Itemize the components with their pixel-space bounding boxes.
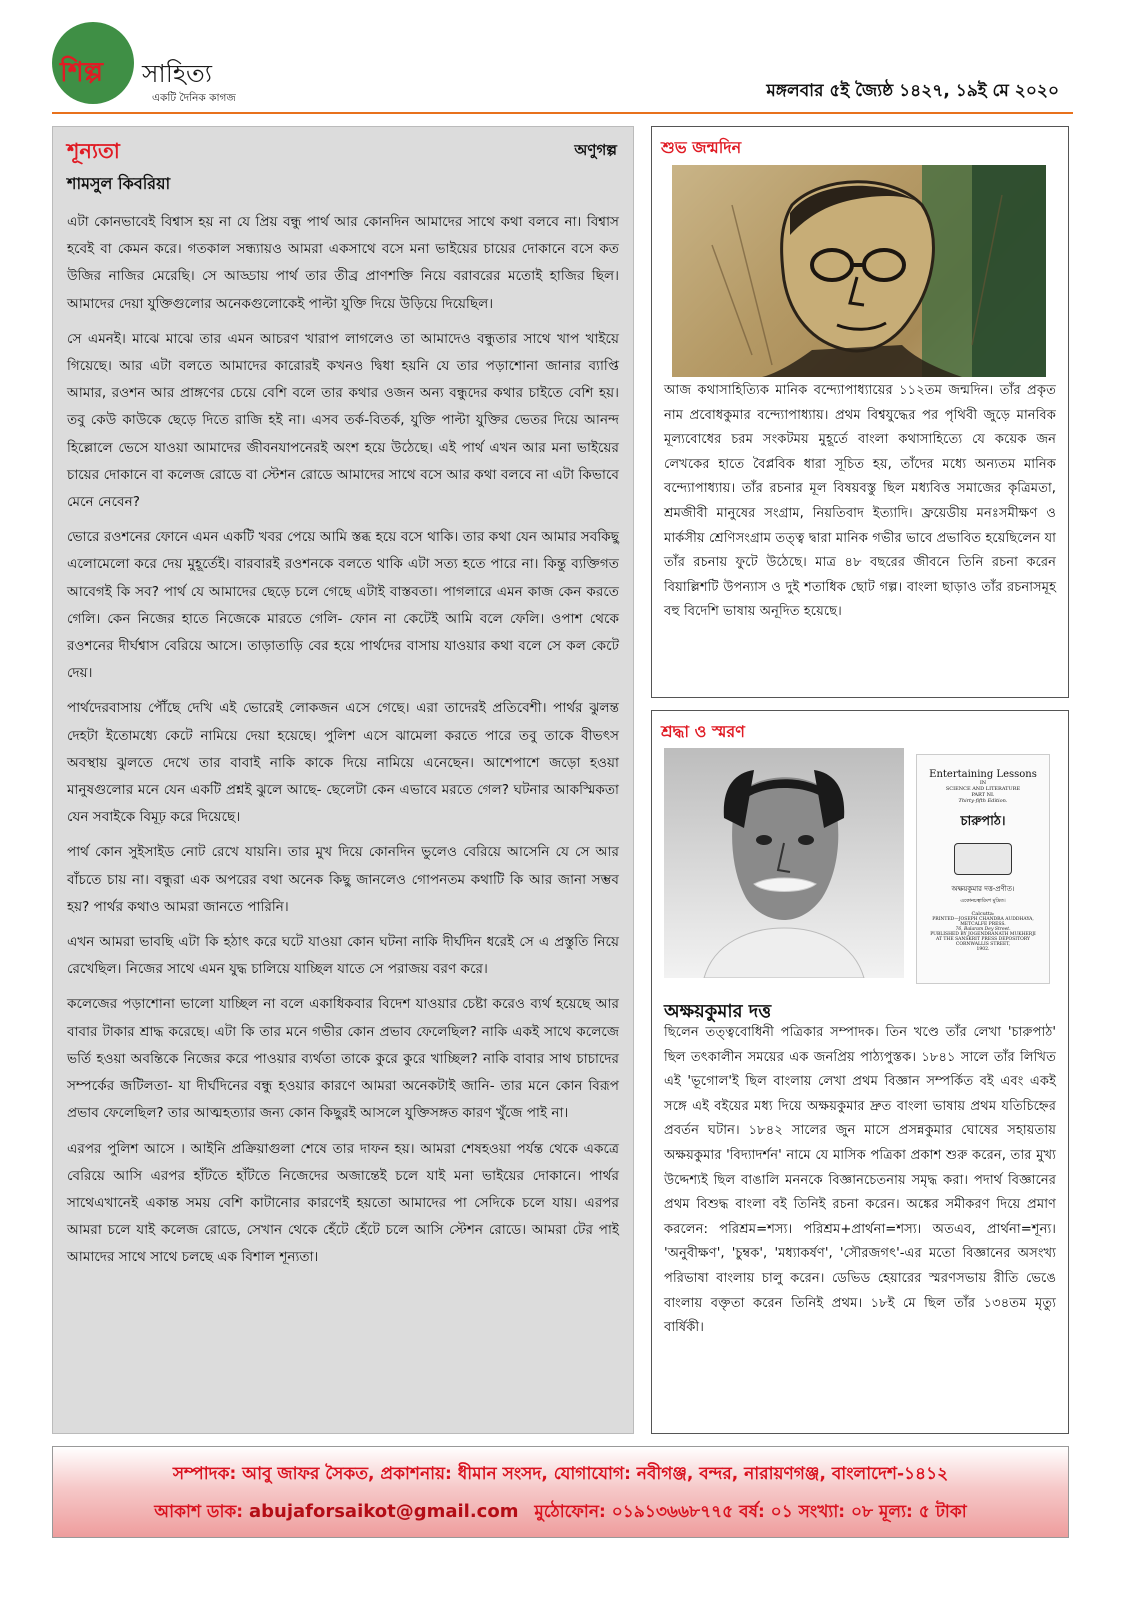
book-cover-text: 1902. bbox=[976, 947, 990, 952]
header-divider bbox=[52, 112, 1073, 114]
book-cover-text: AT THE SANSKRIT PRESS DEPOSITORY bbox=[936, 937, 1030, 942]
story-paragraph: পার্থ কোন সুইসাইড নোট রেখে যায়নি। তার মুখ দিয়ে কোনদিন ভুলেও বেরিয়ে আসেনি যে সে আর বাঁচতে চায় না। বন্ধুরা এক অপরের বথা অনেক কিছু জানলেও গোপনতম কথাটি কি আর জানা সম্ভব হয়? পার্থর কথাও আমরা জানতে পারিনি। bbox=[67, 844, 619, 915]
book-cover-text: Thirty-fifth Edition. bbox=[958, 798, 1008, 804]
logo-word-sahitya: সাহিত্য bbox=[142, 59, 213, 88]
story-author: শামসুল কিবরিয়া bbox=[67, 174, 171, 193]
footer-issue-info: মুঠোফোন: ০১৯১৩৬৬৮৭৭৫ বর্ষ: ০১ সংখ্যা: ০৮ মূল্য: ৫ টাকা bbox=[534, 1502, 967, 1522]
book-cover-text: SCIENCE AND LITERATURE bbox=[945, 786, 1021, 792]
story-genre: অণুগল্প bbox=[574, 141, 617, 159]
tribute-text: ছিলেন তত্ত্ববোধিনী পত্রিকার সম্পাদক। তিন খণ্ডে তাঁর লেখা 'চারুপাঠ' ছিল তৎকালীন সময়ের এক জনপ্রিয় পাঠ্যপুস্তক। ১৮৪১ সালে তাঁর লিখিত এই 'ভূগোল'ই ছিল বাংলায় লেখা প্রথম বিজ্ঞান সম্পর্কিত বই এবং একই সঙ্গে এই বইয়ের মধ্য দিয়ে অক্ষয়কুমার দ্রুত বাংলা ভাষায় প্রথম যতিচিহ্নের প্রবর্তন ঘটান। ১৮৪২ সালের জুন মাসে প্রসন্নকুমার ঘোষের সহায়তায় অক্ষয়কুমার 'বিদ্যাদর্শন' নামে যে মাসিক পত্রিকা প্রকাশ শুরু করেন, তার মুখ্য উদ্দেশ্যই ছিল বাঙালি মননকে বিজ্ঞানচেতনায় সমৃদ্ধ করা। পদার্থ বিজ্ঞানের প্রথম বিশুদ্ধ বাংলা বই তিনিই রচনা করেন। অঙ্কের সমীকরণ দিয়ে প্রমাণ করলেন: পরিশ্রম=শস্য। পরিশ্রম+প্রার্থনা=শস্য। অতএব, প্রার্থনা=শূন্য। 'অনুবীক্ষণ', 'চুম্বক', 'মধ্যাকর্ষণ', 'সৌরজগৎ'-এর মতো বিজ্ঞানের অসংখ্য পরিভাষা বাংলায় চালু করেন। ডেভিড হেয়ারের স্মরণসভায় রীতি ভেঙে বাংলায় বক্তৃতা করেন তিনিই প্রথম। ১৮ই মে ছিল তাঁর ১৩৪তম মৃত্যু বার্ষিকী। bbox=[664, 1025, 1056, 1336]
tribute-name: অক্ষয়কুমার দত্ত bbox=[664, 1001, 772, 1022]
issue-date: মঙ্গলবার ৫ই জ্যৈষ্ঠ ১৪২৭, ১৯ই মে ২০২০ bbox=[766, 81, 1059, 101]
book-cover-text: CORNWALLIS STREET, bbox=[955, 942, 1011, 947]
story-panel bbox=[52, 126, 634, 1434]
story-paragraph: এরপর পুলিশ আসে । আইনি প্রক্রিয়াগুলা শেষে তার দাফন হয়। আমরা শেষহওয়া পর্যন্ত থেকে একত্রে বেরিয়ে আসি এরপর হাঁটতে হাঁটতে নিজেদের অজান্তেই চলে যাই মনা ভাইয়ের দোকানে। পার্থর সাথেএখানেই একান্ত সময় বেশি কাটানোর কারণেই হয়তো আমাদের পা সেদিকে চলে যায়। এরপর আমরা চলে যাই কলেজ রোডে, সেখান থেকে হেঁটে হেঁটে চলে আসি স্টেশন রোডে। আমরা টের পাই আমাদের সাথে সাথে চলছে এক বিশাল শূন্যতা। bbox=[67, 1140, 619, 1266]
story-paragraph: সে এমনই। মাঝে মাঝে তার এমন আচরণ খারাপ লাগলেও তা আমাদেও বন্ধুতার সাথে খাপ খাইয়ে গিয়েছে। আর এটা বলতে আমাদের কারোরই কখনও দ্বিধা হয়নি যে তার পড়াশোনা জানার ব্যাপ্তি আমার, রওশন আর প্রাঙ্গণের চেয়ে বেশি বলে তার কথার ওজন অন্য বন্ধুদের কথার চাইতে বেশি হয়। তবু কেউ কাউকে ছেড়ে দিতে রাজি হই না। এসব তর্ক-বিতর্ক, যুক্তি পাল্টা যুক্তির ভেতর দিয়ে আনন্দ হিল্লোলে ভেসে যাওয়া আমাদের জীবনযাপনেরই অংশ হয়ে উঠেছে। এই পার্থ এখন আর মনা ভাইয়ের চায়ের দোকানে বা কলেজ রোডে বা স্টেশন রোডে আমাদের সাথে বসে আর কথা বলবে না এটা কিভাবে মেনে নেবেন? bbox=[67, 330, 619, 511]
book-cover-text: IN bbox=[979, 780, 987, 786]
footer-publisher-line: সম্পাদক: আবু জাফর সৈকত, প্রকাশনায়: ধীমান সংসদ, যোগাযোগ: নবীগঞ্জ, বন্দর, নারায়ণগঞ্জ, বাংলাদেশ-১৪১২ bbox=[172, 1464, 949, 1484]
book-cover-text: একোনচত্বারিংশ মুদ্রিত। bbox=[960, 898, 1006, 904]
portrait-photo-icon bbox=[664, 748, 904, 978]
story-paragraph: কলেজের পড়াশোনা ভালো যাচ্ছিল না বলে একাধিকবার বিদেশ যাওয়ার চেষ্টা করেও ব্যর্থ হয়েছে আর বাবার টাকার শ্রাদ্ধ করেছে। এটা কি তার মনে গভীর কোন প্রভাব ফেলেছিল? নাকি একই সাথে কলেজে ভর্তি হওয়া অবন্তিকে নিজের করে পাওয়ার ব্যর্থতা তাকে কুরে কুরে খাচ্ছিল? নাকি বাবার সাথ চাচাদের সম্পর্কের জটিলতা- যা দীর্ঘদিনের বন্ধু হওয়ার কারণে আমরা অনেকটাই জানি- তার মনে কোন বিরূপ প্রভাব ফেলেছিল? তার আত্মহত্যার জন্য কোন কিছুরই আসলে যুক্তিসঙ্গত কারণ খুঁজে পাই না। bbox=[67, 996, 619, 1122]
book-cover-text: অক্ষয়কুমার দত্ত-প্রণীত। bbox=[951, 885, 1015, 893]
email-link[interactable]: abujaforsaikot@gmail.com bbox=[248, 1501, 519, 1522]
story-paragraph: পার্থদেরবাসায় পৌঁছে দেখি এই ভোরেই লোকজন এসে গেছে। এরা তাদেরই প্রতিবেশী। পার্থর ঝুলন্ত দেহটা ইতোমধ্যে কেটে নামিয়ে দেয়া হয়েছে। পুলিশ এসে ঝামেলা করতে পারে তবু তাকে বীভৎস অবস্থায় ঝুলতে দেখে তার বাবাই নাকি কাকে দিয়ে নামিয়ে এনেছেন। আশেপাশে জড়ো হওয়া মানুষগুলোর মনে যেন একটি প্রশ্নই ঝুলে আছে- ছেলেটা কেন এভাবে মরতে গেল? ঘটনার আকস্মিকতা যেন সবাইকে বিমূঢ় করে দিয়েছে। bbox=[67, 700, 619, 826]
story-paragraph: ভোরে রওশনের ফোনে এমন একটি খবর পেয়ে আমি স্তব্ধ হয়ে বসে থাকি। তার কথা যেন আমার সবকিছু এলোমেলো করে দেয় মুহূর্তেই। বারবারই রওশনকে বলতে থাকি এটা সত্য হতে পারে না। কিন্তু ব্যক্তিগত আবেগই কি সব? পার্থ যে আমাদের ছেড়ে চলে গেছে এটাই বাস্তবতা। পাগলারে এমন কাজ কেন করতে গেলি। কেন নিজের হাতে নিজেকে মারতে গেলি- ফোন না কেটেই আমি বলে ফেলি। ওপাশ থেকে রওশনের দীর্ঘশ্বাস বেরিয়ে আসে। তাড়াতাড়ি বের হয়ে পার্থদের বাসায় যাওয়ার কথা বলে সে কল কেটে দেয়। bbox=[67, 529, 619, 682]
footer-contact-line bbox=[53, 1499, 1068, 1527]
book-cover-text: Entertaining Lessons bbox=[929, 769, 1037, 780]
akshay-portrait-image bbox=[664, 746, 1054, 996]
masthead-logo bbox=[52, 22, 252, 112]
logo-tagline: একটি দৈনিক কাগজ bbox=[152, 92, 236, 104]
book-cover-text: Calcutta: bbox=[971, 911, 995, 917]
email-label: আকাশ ডাক: bbox=[154, 1502, 244, 1522]
book-cover-text: PUBLISHED BY JOGENDRANATH MUKHERJI bbox=[930, 932, 1036, 937]
birthday-text: আজ কথাসাহিত্যিক মানিক বন্দ্যোপাধ্যায়ের ১১২তম জন্মদিন। তাঁর প্রকৃত নাম প্রবোধকুমার বন্দ্যোপাধ্যায়। প্রথম বিশ্বযুদ্ধের পর পৃথিবী জুড়ে মানবিক মূল্যবোধের চরম সংকটময় মুহূর্তে বাংলা কথাসাহিত্যে যে কয়েক জন লেখকের হাতে বৈপ্লবিক ধারা সূচিত হয়, তাঁদের মধ্যে অন্যতম মানিক বন্দ্যোপাধ্যায়। তাঁর রচনার মূল বিষয়বস্তু ছিল মধ্যবিত্ত সমাজের কৃত্রিমতা, শ্রমজীবী মানুষের সংগ্রাম, নিয়তিবাদ ইত্যাদি। ফ্রয়েডীয় মনঃসমীক্ষণ ও মার্কসীয় শ্রেণিসংগ্রাম তত্ত্ব দ্বারা মানিক গভীর ভাবে প্রভাবিত হয়েছিলেন যা তাঁর রচনায় ফুটে উঠেছে। মাত্র ৪৮ বছরের জীবনে তিনি রচনা করেন বিয়াল্লিশটি উপন্যাস ও দুই শতাধিক ছোট গল্প। বাংলা ছাড়াও তাঁর রচনাসমূহ বহু বিদেশি ভাষায় অনূদিত হয়েছে। bbox=[664, 383, 1056, 620]
book-ornament-icon bbox=[954, 843, 1012, 875]
story-paragraph: এটা কোনভাবেই বিশ্বাস হয় না যে প্রিয় বন্ধু পার্থ আর কোনদিন আমাদের সাথে কথা বলবে না। বিশ্বাস হবেই বা কেমন করে। গতকাল সন্ধ্যায়ও আমরা একসাথে বসে মনা ভাইয়ের চায়ের দোকানে বসে কত উজির নাজির মেরেছি। সে আড্ডায় পার্থ তার তীব্র প্রাণশক্তি নিয়ে বরাবরের মতোই হাজির ছিল। আমাদের দেয়া যুক্তিগুলোর অনেকগুলোকেই পাল্টা যুক্তি দিয়ে উড়িয়ে দিয়েছিল। bbox=[67, 214, 619, 312]
birthday-heading: শুভ জন্মদিন bbox=[661, 138, 742, 157]
birthday-box bbox=[651, 126, 1069, 698]
book-cover-text: METCALFE PRESS. bbox=[960, 922, 1006, 927]
book-cover-text: PART NI. bbox=[971, 792, 995, 798]
charupath-book-cover bbox=[916, 754, 1050, 984]
book-cover-title: চারুপাঠ। bbox=[960, 814, 1006, 829]
book-cover-text: 76, Balaram Dey Street. bbox=[955, 927, 1011, 932]
story-body bbox=[67, 209, 619, 1280]
story-title: শূন্যতা bbox=[67, 139, 120, 163]
tribute-heading: শ্রদ্ধা ও স্মরণ bbox=[661, 722, 745, 741]
portrait-sketch-icon bbox=[672, 165, 1046, 377]
logo-word-shilpo: শিল্প bbox=[60, 57, 103, 88]
manik-portrait-image bbox=[672, 165, 1046, 377]
tribute-box bbox=[651, 710, 1069, 1434]
book-cover-text: PRINTED—JOSEPH CHANDRA AUDDHAYA, bbox=[932, 917, 1034, 922]
story-paragraph: এখন আমরা ভাবছি এটা কি হঠাৎ করে ঘটে যাওয়া কোন ঘটনা নাকি দীর্ঘদিন ধরেই সে এ প্রস্তুতি নিয়ে রেখেছিল। নিজের সাথে এমন যুদ্ধ চালিয়ে যাচ্ছিল যাতে সে পরাজয় বরণ করে। bbox=[67, 934, 619, 978]
footer-credits bbox=[52, 1446, 1069, 1538]
